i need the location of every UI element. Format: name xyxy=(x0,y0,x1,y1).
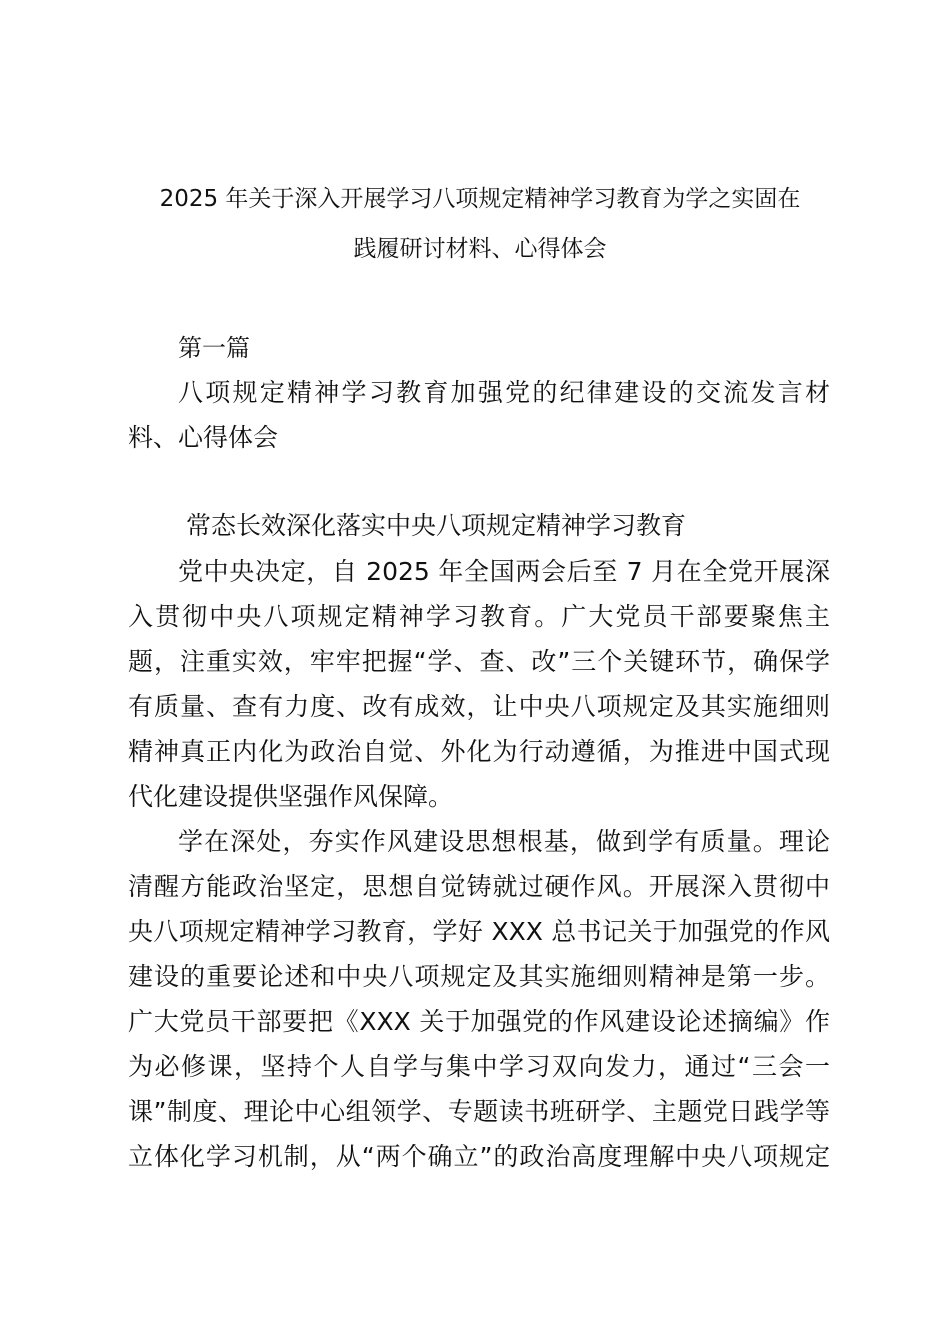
paragraph-2-line-3: 央八项规定精神学习教育，学好 XXX 总书记关于加强党的作风 xyxy=(128,917,830,946)
paragraph-1-line-5: 精神真正内化为政治自觉、外化为行动遵循，为推进中国式现 xyxy=(128,737,830,766)
section-heading: 常态长效深化落实中央八项规定精神学习教育 xyxy=(186,511,687,540)
paragraph-2-line-5: 广大党员干部要把《XXX 关于加强党的作风建设论述摘编》作 xyxy=(128,1007,830,1036)
paragraph-1-line-2: 入贯彻中央八项规定精神学习教育。广大党员干部要聚焦主 xyxy=(128,602,830,631)
paragraph-2-line-7: 课”制度、理论中心组领学、专题读书班研学、主题党日践学等 xyxy=(128,1097,830,1126)
subtitle-line-2: 料、心得体会 xyxy=(128,423,279,452)
paragraph-1-line-4: 有质量、查有力度、改有成效，让中央八项规定及其实施细则 xyxy=(128,692,830,721)
paragraph-2-line-6: 为必修课，坚持个人自学与集中学习双向发力，通过“三会一 xyxy=(128,1052,830,1081)
chapter-label: 第一篇 xyxy=(178,334,250,362)
document-title-line-2: 践履研讨材料、心得体会 xyxy=(353,236,607,262)
paragraph-1-line-6: 代化建设提供坚强作风保障。 xyxy=(128,782,454,811)
paragraph-2-line-4: 建设的重要论述和中央八项规定及其实施细则精神是第一步。 xyxy=(128,962,830,991)
subtitle-line-1: 八项规定精神学习教育加强党的纪律建设的交流发言材 xyxy=(178,378,830,407)
document-title-line-1: 2025 年关于深入开展学习八项规定精神学习教育为学之实固在 xyxy=(159,186,801,212)
paragraph-2-line-8: 立体化学习机制，从“两个确立”的政治高度理解中央八项规定 xyxy=(128,1142,830,1171)
paragraph-2-line-1: 学在深处，夯实作风建设思想根基，做到学有质量。理论 xyxy=(178,827,830,856)
paragraph-1-line-1: 党中央决定，自 2025 年全国两会后至 7 月在全党开展深 xyxy=(178,557,830,586)
paragraph-2-line-2: 清醒方能政治坚定，思想自觉铸就过硬作风。开展深入贯彻中 xyxy=(128,872,830,901)
paragraph-1-line-3: 题，注重实效，牢牢把握“学、查、改”三个关键环节，确保学 xyxy=(128,647,830,676)
